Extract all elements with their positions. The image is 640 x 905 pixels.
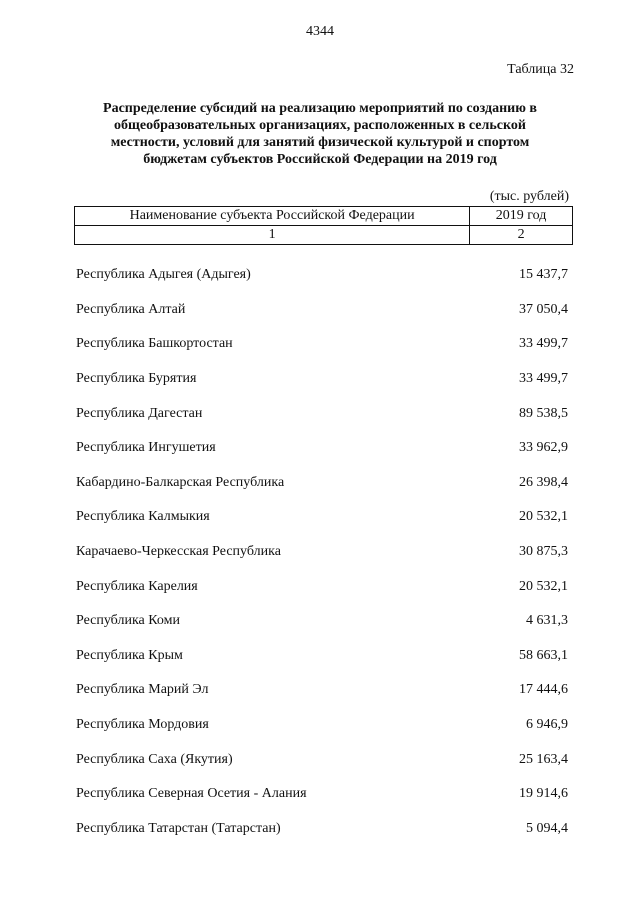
region-name: Республика Саха (Якутия)	[76, 751, 233, 767]
subsidy-amount: 89 538,5	[519, 405, 568, 421]
subsidy-amount: 15 437,7	[519, 267, 568, 283]
subsidy-amount: 5 094,4	[526, 820, 568, 836]
table-row	[76, 466, 568, 501]
table-title-line: бюджетам субъектов Российской Федерации на 2019 год	[143, 152, 497, 167]
table-row	[76, 293, 568, 328]
subsidy-amount: 37 050,4	[519, 301, 568, 317]
subsidy-amount: 25 163,4	[519, 751, 568, 767]
subsidy-amount: 33 962,9	[519, 440, 568, 456]
table-row	[76, 639, 568, 674]
region-name: Республика Северная Осетия - Алания	[76, 786, 307, 802]
table-row	[76, 258, 568, 293]
subsidy-amount: 30 875,3	[519, 544, 568, 560]
table-header	[74, 206, 573, 245]
table-row	[76, 708, 568, 743]
subsidy-amount: 19 914,6	[519, 786, 568, 802]
table-label: Таблица 32	[507, 62, 574, 77]
header-row	[75, 207, 573, 226]
column-number-row	[75, 226, 573, 245]
region-name: Республика Крым	[76, 647, 183, 663]
subsidy-amount: 58 663,1	[519, 647, 568, 663]
region-name: Республика Бурятия	[76, 371, 197, 387]
column-number-2: 2	[470, 226, 573, 245]
table-row	[76, 604, 568, 639]
table-title-line: Распределение субсидий на реализацию мероприятий по созданию в	[103, 101, 537, 116]
table-row	[76, 777, 568, 812]
column-header-name: Наименование субъекта Российской Федерации	[75, 207, 470, 226]
subsidy-amount: 20 532,1	[519, 578, 568, 594]
region-name: Республика Коми	[76, 613, 180, 629]
table-title-line: общеобразовательных организациях, расположенных в сельской	[114, 118, 526, 133]
subsidy-amount: 17 444,6	[519, 682, 568, 698]
units-label: (тыс. рублей)	[489, 189, 569, 204]
region-name: Республика Мордовия	[76, 717, 209, 733]
table-row	[76, 535, 568, 570]
table-title-line: местности, условий для занятий физической культурой и спортом	[110, 135, 530, 150]
page-number: 4344	[306, 24, 334, 39]
table-row	[76, 673, 568, 708]
table-row	[76, 812, 568, 847]
region-name: Республика Ингушетия	[76, 440, 216, 456]
table-row	[76, 431, 568, 466]
region-name: Карачаево-Черкесская Республика	[76, 544, 281, 560]
table-row	[76, 569, 568, 604]
column-header-year: 2019 год	[470, 207, 573, 226]
subsidy-amount: 26 398,4	[519, 474, 568, 490]
table-title	[70, 100, 570, 168]
region-name: Республика Марий Эл	[76, 682, 209, 698]
subsidy-amount: 20 532,1	[519, 509, 568, 525]
region-name: Кабардино-Балкарская Республика	[76, 474, 285, 490]
table-row	[76, 327, 568, 362]
table-row	[76, 362, 568, 397]
table-body	[76, 258, 568, 846]
subsidy-amount: 4 631,3	[526, 613, 568, 629]
column-number-1: 1	[75, 226, 470, 245]
table-row	[76, 500, 568, 535]
table-row	[76, 742, 568, 777]
table-row	[76, 396, 568, 431]
region-name: Республика Дагестан	[76, 405, 203, 421]
subsidy-amount: 33 499,7	[519, 336, 568, 352]
region-name: Республика Алтай	[76, 301, 186, 317]
subsidy-amount: 33 499,7	[519, 371, 568, 387]
region-name: Республика Калмыкия	[76, 509, 210, 525]
region-name: Республика Адыгея (Адыгея)	[76, 267, 251, 283]
region-name: Республика Карелия	[76, 578, 198, 594]
region-name: Республика Башкортостан	[76, 336, 233, 352]
region-name: Республика Татарстан (Татарстан)	[76, 820, 281, 836]
subsidy-amount: 6 946,9	[526, 717, 568, 733]
